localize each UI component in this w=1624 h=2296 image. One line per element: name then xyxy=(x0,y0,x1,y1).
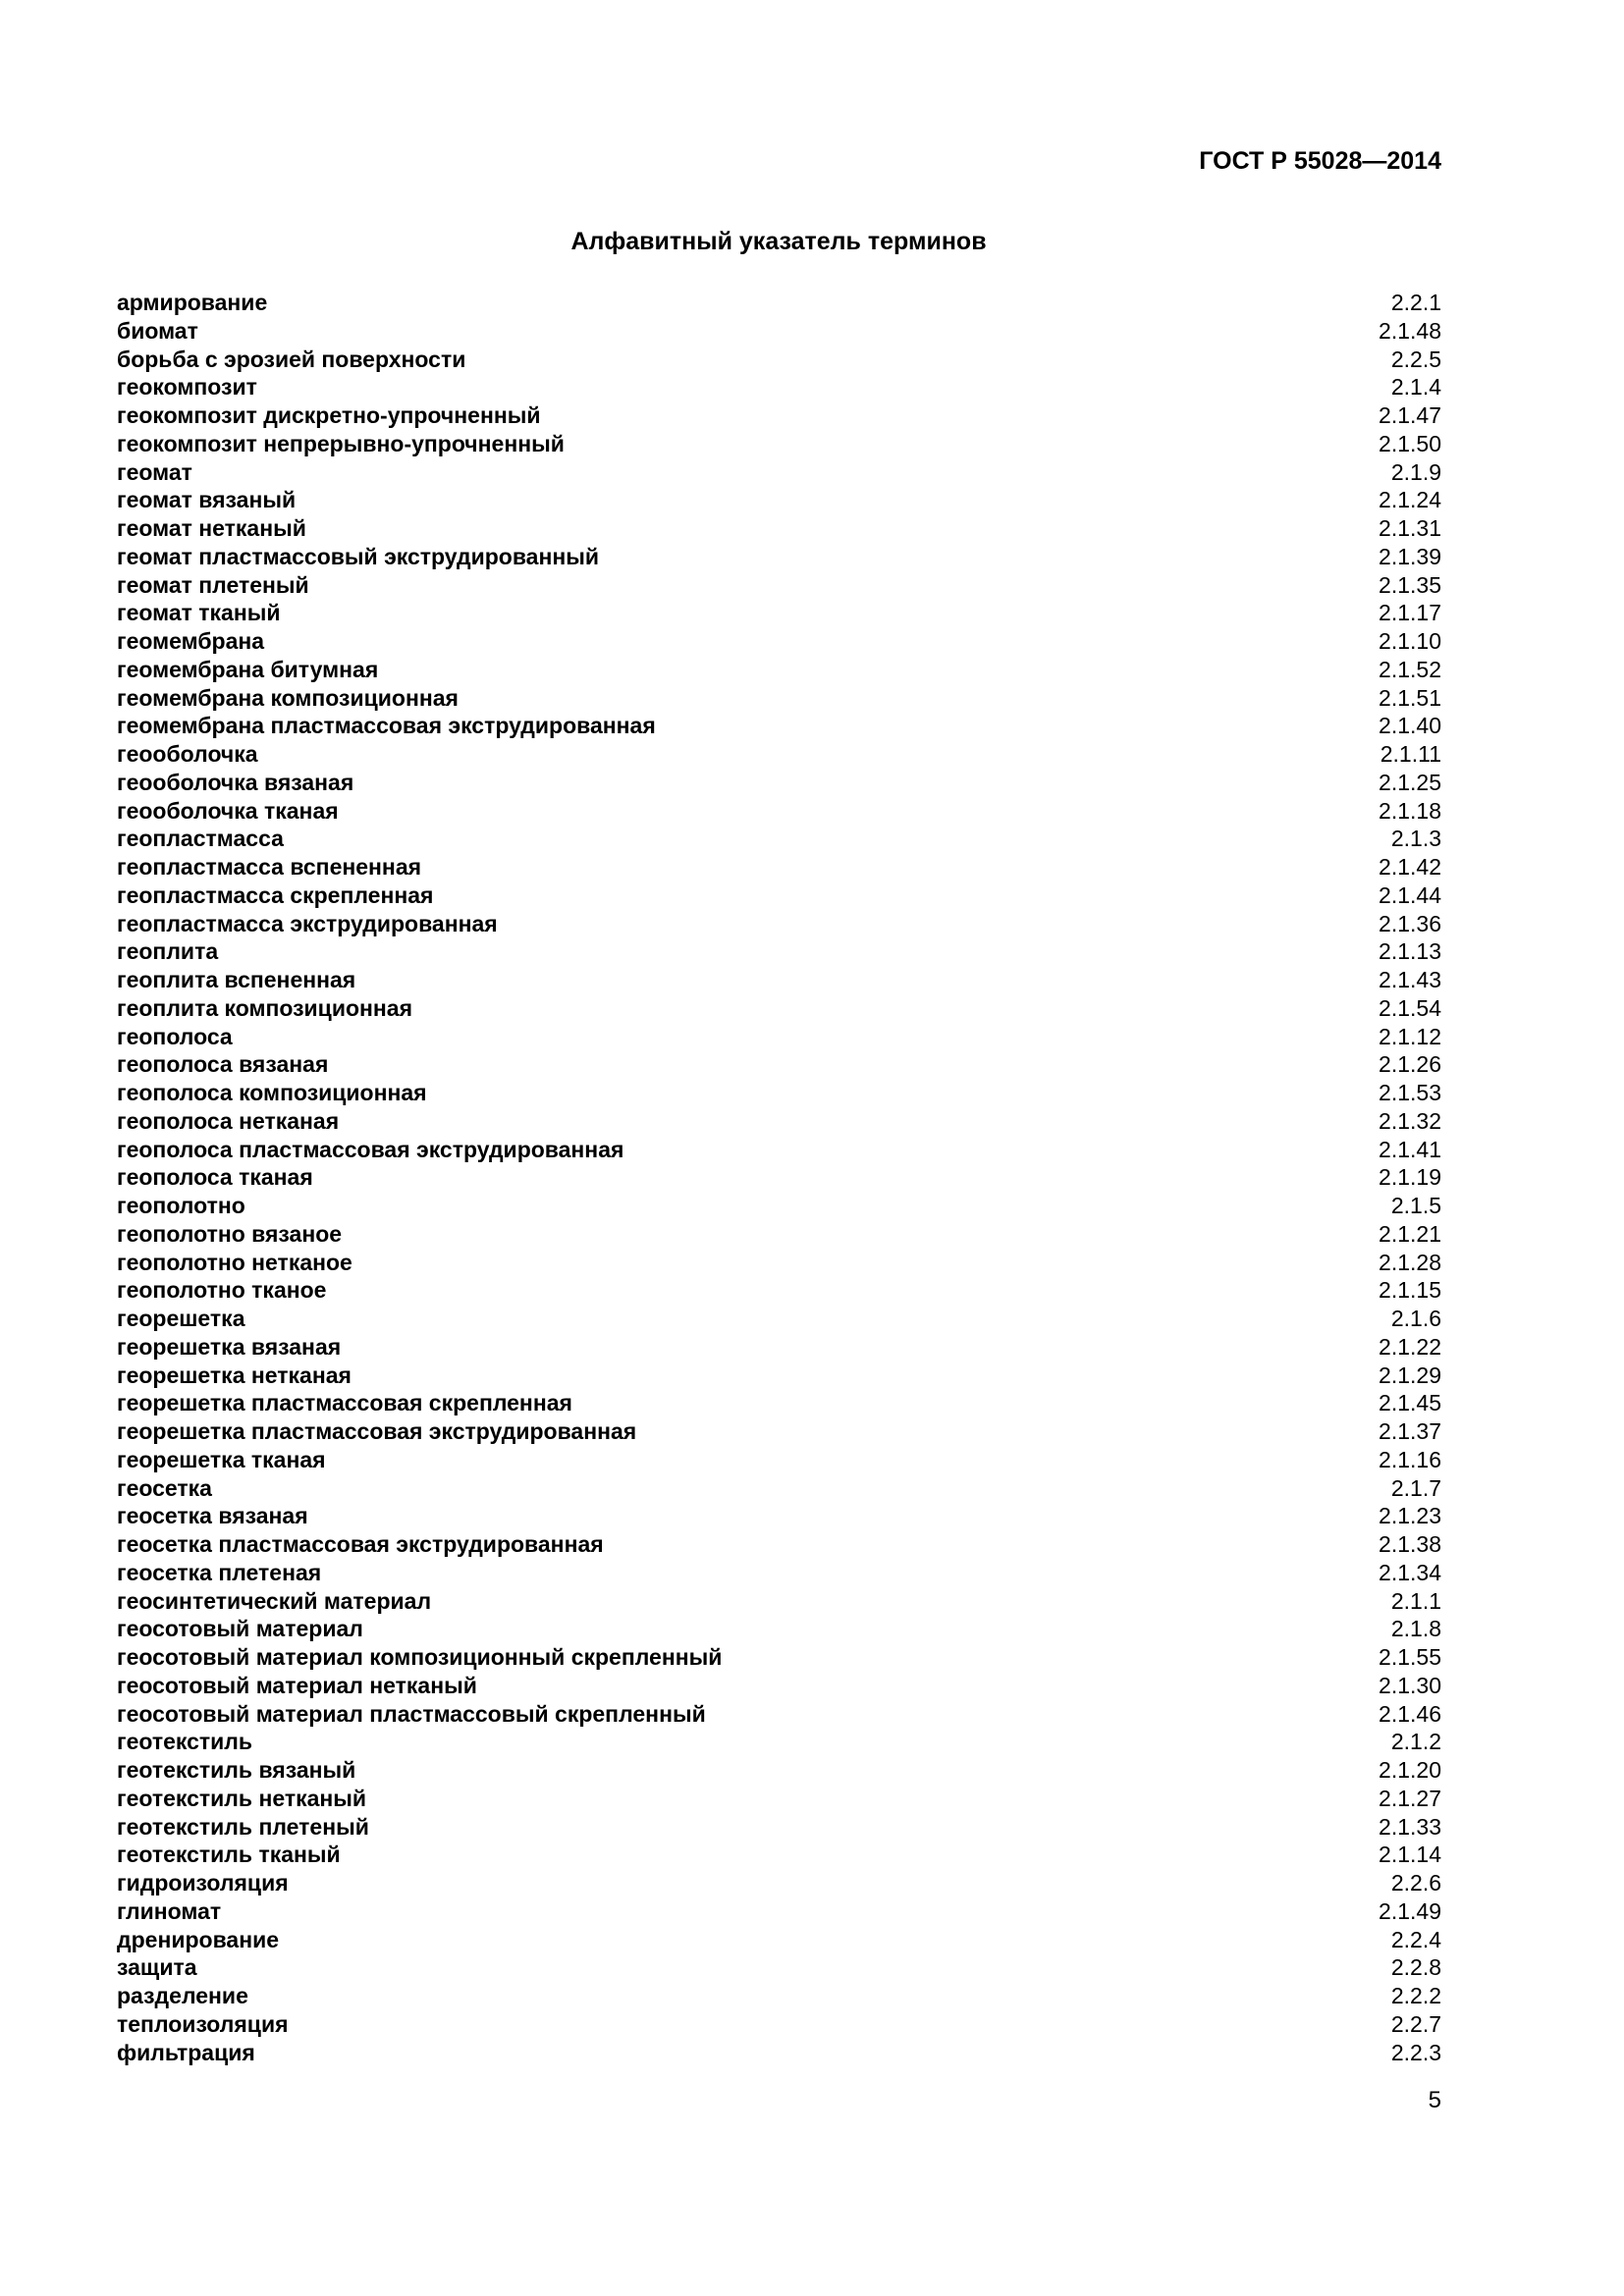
term-index-entry xyxy=(117,1107,1441,1136)
term-name: теплоизоляция xyxy=(117,2010,289,2037)
term-section-ref: 2.1.36 xyxy=(1379,910,1441,936)
document-code: ГОСТ Р 55028—2014 xyxy=(1199,147,1441,175)
term-index-entry xyxy=(117,1220,1441,1249)
term-section-ref: 2.1.5 xyxy=(1390,1193,1441,1218)
term-name: георешетка вязаная xyxy=(117,1333,342,1360)
term-section-ref: 2.1.2 xyxy=(1390,1729,1441,1755)
term-name: биомат xyxy=(117,317,198,344)
term-index-entry xyxy=(117,1615,1441,1643)
term-section-ref: 2.1.41 xyxy=(1379,1136,1441,1162)
term-index-entry xyxy=(117,627,1441,656)
term-section-ref: 2.2.3 xyxy=(1390,2039,1441,2065)
term-section-ref: 2.1.49 xyxy=(1379,1897,1441,1924)
term-section-ref: 2.1.38 xyxy=(1379,1531,1441,1557)
term-name: гидроизоляция xyxy=(117,1870,289,1896)
term-section-ref: 2.1.10 xyxy=(1379,628,1441,654)
term-section-ref: 2.1.9 xyxy=(1390,458,1441,485)
term-name: геополоса пластмассовая экструдированная xyxy=(117,1136,624,1162)
term-index-entry xyxy=(117,1502,1441,1530)
term-section-ref: 2.1.6 xyxy=(1390,1306,1441,1331)
term-name: геосетка вязаная xyxy=(117,1503,308,1529)
term-section-ref: 2.1.51 xyxy=(1379,684,1441,711)
term-section-ref: 2.1.19 xyxy=(1379,1164,1441,1191)
term-section-ref: 2.1.21 xyxy=(1379,1220,1441,1247)
term-index-entry xyxy=(117,401,1441,430)
term-name: геотекстиль нетканый xyxy=(117,1785,367,1811)
term-index-entry xyxy=(117,1136,1441,1164)
term-section-ref: 2.1.32 xyxy=(1379,1107,1441,1134)
term-section-ref: 2.1.15 xyxy=(1379,1277,1441,1304)
term-name: геополотно нетканое xyxy=(117,1249,352,1275)
term-section-ref: 2.1.30 xyxy=(1379,1672,1441,1698)
term-name: защита xyxy=(117,1954,197,1981)
term-index-entry xyxy=(117,346,1441,374)
term-index-entry xyxy=(117,994,1441,1023)
term-index-entry xyxy=(117,1446,1441,1474)
term-name: геотекстиль вязаный xyxy=(117,1757,356,1783)
term-index-entry xyxy=(117,656,1441,684)
term-name: геомат нетканый xyxy=(117,515,306,541)
index-title: Алфавитный указатель терминов xyxy=(570,228,987,255)
term-name: геосотовый материал пластмассовый скрепленный xyxy=(117,1700,706,1727)
term-index-entry xyxy=(117,430,1441,458)
term-index-entry xyxy=(117,1813,1441,1842)
term-index-entry xyxy=(117,740,1441,769)
term-section-ref: 2.2.7 xyxy=(1390,2010,1441,2037)
term-section-ref: 2.2.5 xyxy=(1390,346,1441,372)
term-section-ref: 2.2.4 xyxy=(1390,1926,1441,1952)
term-name: геополоса xyxy=(117,1023,233,1049)
term-name: геосинтетический материал xyxy=(117,1587,432,1614)
term-name: геооболочка тканая xyxy=(117,797,339,824)
term-name: геомат xyxy=(117,458,192,485)
term-section-ref: 2.1.43 xyxy=(1379,967,1441,992)
term-index-entry xyxy=(117,1389,1441,1417)
term-index-entry xyxy=(117,289,1441,317)
term-name: геополоса тканая xyxy=(117,1164,313,1191)
term-section-ref: 2.1.27 xyxy=(1379,1785,1441,1811)
term-section-ref: 2.1.3 xyxy=(1390,826,1441,852)
term-index-entry xyxy=(117,797,1441,826)
term-name: геомембрана композиционная xyxy=(117,684,459,711)
term-name: георешетка пластмассовая скрепленная xyxy=(117,1390,572,1416)
term-name: геосетка плетеная xyxy=(117,1559,322,1585)
term-name: геосетка xyxy=(117,1474,212,1501)
term-name: геомембрана xyxy=(117,628,265,654)
term-name: геополотно вязаное xyxy=(117,1220,343,1247)
term-section-ref: 2.1.16 xyxy=(1379,1446,1441,1472)
term-index-entry xyxy=(117,571,1441,600)
term-section-ref: 2.1.40 xyxy=(1379,713,1441,739)
term-section-ref: 2.1.53 xyxy=(1379,1080,1441,1105)
term-name: фильтрация xyxy=(117,2039,255,2065)
term-index-entry xyxy=(117,1953,1441,1982)
term-index-entry xyxy=(117,881,1441,910)
term-index-entry xyxy=(117,910,1441,938)
term-index-entry xyxy=(117,825,1441,853)
term-name: геополоса композиционная xyxy=(117,1080,427,1105)
term-section-ref: 2.1.45 xyxy=(1379,1390,1441,1416)
term-section-ref: 2.1.14 xyxy=(1379,1842,1441,1868)
term-index-entry xyxy=(117,1362,1441,1390)
term-name: армирование xyxy=(117,290,268,315)
term-index-entry xyxy=(117,1079,1441,1107)
term-name: геокомпозит дискретно-упрочненный xyxy=(117,402,541,428)
term-name: геополоса вязаная xyxy=(117,1051,329,1078)
term-name: геосетка пластмассовая экструдированная xyxy=(117,1531,604,1557)
term-index-entry xyxy=(117,1474,1441,1503)
term-section-ref: 2.1.46 xyxy=(1379,1700,1441,1727)
term-name: геокомпозит xyxy=(117,374,257,400)
term-index-entry xyxy=(117,486,1441,514)
term-name: геопластмасса экструдированная xyxy=(117,910,498,936)
term-name: геополоса нетканая xyxy=(117,1107,340,1134)
term-index-entry xyxy=(117,1417,1441,1446)
term-name: геопластмасса xyxy=(117,826,284,852)
term-name: геопластмасса скрепленная xyxy=(117,881,434,908)
term-index-entry xyxy=(117,1192,1441,1220)
term-index-entry xyxy=(117,514,1441,543)
term-section-ref: 2.1.28 xyxy=(1379,1249,1441,1275)
term-index-entry xyxy=(117,1841,1441,1869)
term-index-entry xyxy=(117,1869,1441,1897)
term-index-entry xyxy=(117,937,1441,966)
term-name: геосотовый материал нетканый xyxy=(117,1672,477,1698)
term-name: дренирование xyxy=(117,1926,280,1952)
term-name: геомембрана битумная xyxy=(117,656,379,682)
term-name: геополотно xyxy=(117,1193,245,1218)
term-index-entry xyxy=(117,712,1441,740)
term-index-entry xyxy=(117,684,1441,713)
term-index-entry xyxy=(117,1559,1441,1587)
term-name: глиномат xyxy=(117,1897,222,1924)
term-name: георешетка xyxy=(117,1306,245,1331)
term-index-entry xyxy=(117,1050,1441,1079)
term-index-entry xyxy=(117,543,1441,571)
term-section-ref: 2.1.17 xyxy=(1379,600,1441,626)
term-index-entry xyxy=(117,1587,1441,1616)
term-name: геосотовый материал композиционный скрепленный xyxy=(117,1644,723,1670)
term-section-ref: 2.1.11 xyxy=(1380,741,1441,767)
term-section-ref: 2.1.20 xyxy=(1379,1757,1441,1783)
term-index-entry xyxy=(117,1276,1441,1305)
term-section-ref: 2.1.33 xyxy=(1379,1813,1441,1840)
term-name: геомембрана пластмассовая экструдированная xyxy=(117,713,656,739)
term-name: георешетка нетканая xyxy=(117,1362,352,1388)
term-section-ref: 2.2.8 xyxy=(1390,1954,1441,1981)
term-name: геомат пластмассовый экструдированный xyxy=(117,543,600,569)
term-section-ref: 2.1.54 xyxy=(1379,994,1441,1021)
term-section-ref: 2.1.37 xyxy=(1379,1418,1441,1444)
term-section-ref: 2.1.52 xyxy=(1379,656,1441,682)
page-number: 5 xyxy=(1428,2087,1441,2113)
term-section-ref: 2.1.55 xyxy=(1379,1644,1441,1670)
term-name: геомат тканый xyxy=(117,600,281,626)
term-index-entry xyxy=(117,1672,1441,1700)
term-section-ref: 2.1.50 xyxy=(1379,430,1441,456)
term-name: геотекстиль xyxy=(117,1729,253,1755)
term-section-ref: 2.1.13 xyxy=(1379,938,1441,965)
term-index-entry xyxy=(117,966,1441,994)
term-name: борьба с эрозией поверхности xyxy=(117,346,466,372)
term-index-entry xyxy=(117,1897,1441,1926)
term-section-ref: 2.2.6 xyxy=(1390,1870,1441,1896)
term-index-entry xyxy=(117,1023,1441,1051)
term-index-entry xyxy=(117,1643,1441,1672)
term-index-entry xyxy=(117,1756,1441,1785)
term-index-entry xyxy=(117,1530,1441,1559)
term-name: геотекстиль плетеный xyxy=(117,1813,369,1840)
term-section-ref: 2.1.8 xyxy=(1390,1616,1441,1642)
term-index-entry xyxy=(117,599,1441,627)
term-section-ref: 2.1.42 xyxy=(1379,854,1441,880)
term-name: разделение xyxy=(117,1983,248,2008)
term-name: геооболочка xyxy=(117,741,258,767)
term-section-ref: 2.1.47 xyxy=(1379,402,1441,428)
term-name: геоплита композиционная xyxy=(117,994,413,1021)
term-section-ref: 2.1.1 xyxy=(1390,1587,1441,1614)
term-name: геополотно тканое xyxy=(117,1277,327,1304)
term-section-ref: 2.1.48 xyxy=(1379,317,1441,344)
term-section-ref: 2.1.39 xyxy=(1379,543,1441,569)
term-section-ref: 2.1.34 xyxy=(1379,1559,1441,1585)
term-name: геопластмасса вспененная xyxy=(117,854,422,880)
term-section-ref: 2.1.29 xyxy=(1379,1362,1441,1388)
term-section-ref: 2.1.31 xyxy=(1379,515,1441,541)
term-index-entry xyxy=(117,458,1441,487)
term-section-ref: 2.1.24 xyxy=(1379,487,1441,513)
term-index-entry xyxy=(117,1982,1441,2010)
term-index-entry xyxy=(117,1728,1441,1756)
term-index-list xyxy=(117,289,1441,2066)
term-index-entry xyxy=(117,373,1441,401)
term-section-ref: 2.1.23 xyxy=(1379,1503,1441,1529)
term-section-ref: 2.1.18 xyxy=(1379,797,1441,824)
term-index-entry xyxy=(117,1163,1441,1192)
term-name: геокомпозит непрерывно-упрочненный xyxy=(117,430,565,456)
term-index-entry xyxy=(117,2039,1441,2067)
term-section-ref: 2.1.35 xyxy=(1379,571,1441,598)
term-section-ref: 2.2.2 xyxy=(1390,1983,1441,2008)
term-section-ref: 2.2.1 xyxy=(1390,290,1441,315)
term-name: георешетка пластмассовая экструдированная xyxy=(117,1418,637,1444)
term-index-entry xyxy=(117,317,1441,346)
term-index-entry xyxy=(117,1333,1441,1362)
term-section-ref: 2.1.12 xyxy=(1379,1023,1441,1049)
term-name: геомат плетеный xyxy=(117,571,309,598)
term-section-ref: 2.1.22 xyxy=(1379,1333,1441,1360)
term-name: геотекстиль тканый xyxy=(117,1842,341,1868)
term-section-ref: 2.1.44 xyxy=(1379,881,1441,908)
term-section-ref: 2.1.26 xyxy=(1379,1051,1441,1078)
term-name: геоплита xyxy=(117,938,219,965)
term-index-entry xyxy=(117,1926,1441,1954)
term-name: геомат вязаный xyxy=(117,487,297,513)
term-index-entry xyxy=(117,2010,1441,2039)
term-section-ref: 2.1.25 xyxy=(1379,769,1441,795)
term-name: геоплита вспененная xyxy=(117,967,356,992)
term-section-ref: 2.1.7 xyxy=(1390,1474,1441,1501)
term-index-entry xyxy=(117,1249,1441,1277)
term-index-entry xyxy=(117,853,1441,881)
term-index-entry xyxy=(117,1785,1441,1813)
term-name: геосотовый материал xyxy=(117,1616,363,1642)
term-name: геооболочка вязаная xyxy=(117,769,354,795)
term-index-entry xyxy=(117,1305,1441,1333)
term-name: георешетка тканая xyxy=(117,1446,326,1472)
term-index-entry xyxy=(117,769,1441,797)
term-index-entry xyxy=(117,1700,1441,1729)
term-section-ref: 2.1.4 xyxy=(1390,374,1441,400)
